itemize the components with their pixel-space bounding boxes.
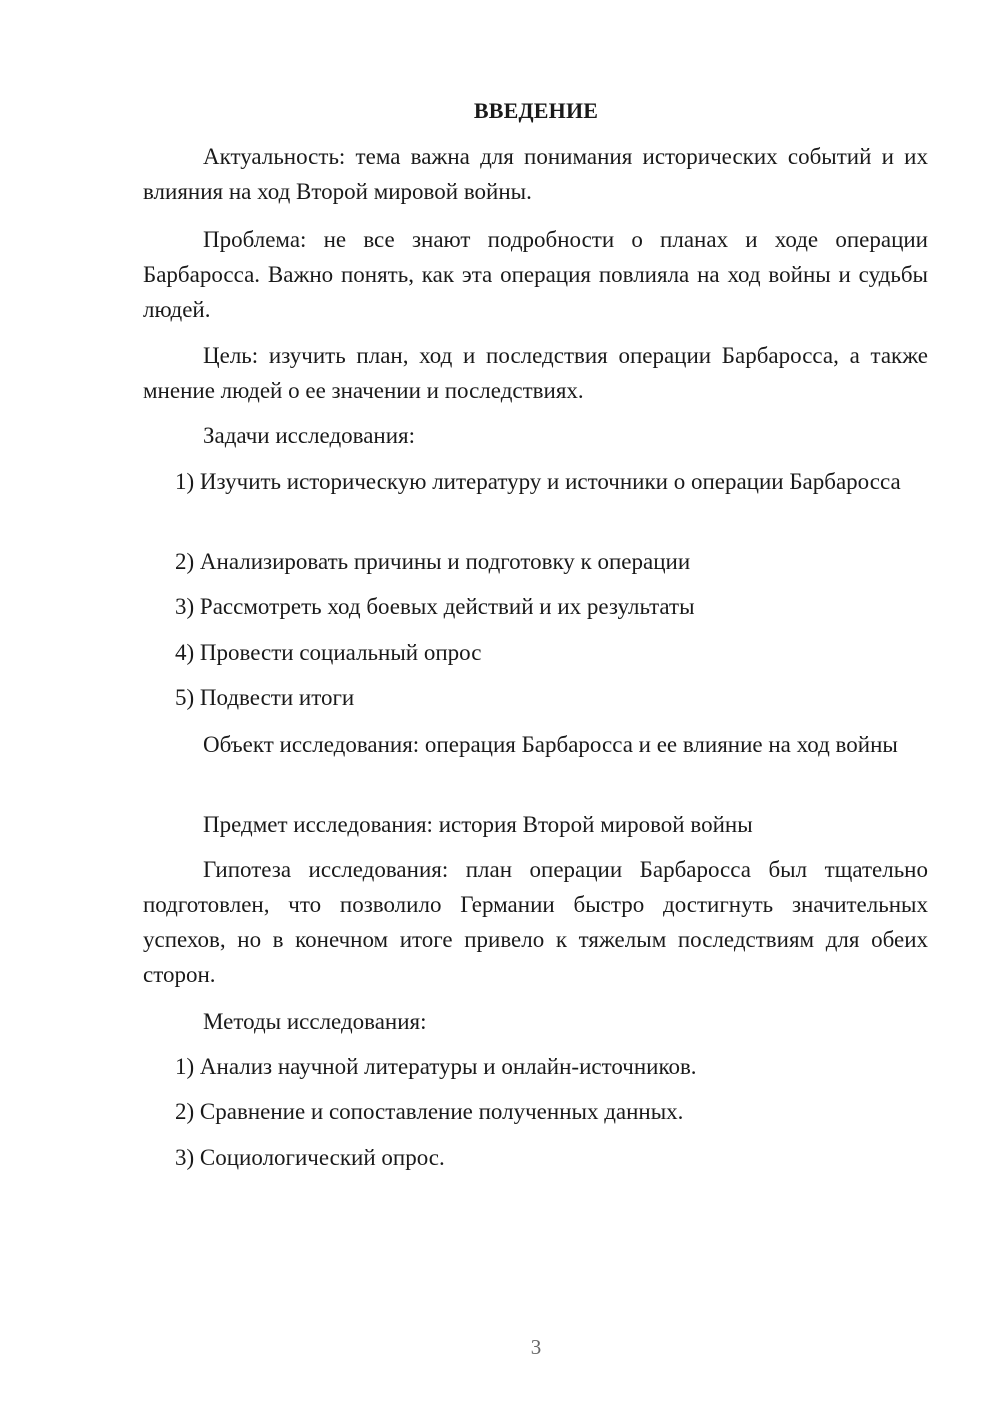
- task-item-5: 5) Подвести итоги: [175, 685, 355, 710]
- method-item-1: 1) Анализ научной литературы и онлайн-источников.: [175, 1054, 697, 1079]
- relevance-paragraph: Актуальность: тема важна для понимания исторических событий и их влияния на ход Второй мировой войны.: [143, 144, 928, 204]
- subject-paragraph: Предмет исследования: история Второй мировой войны: [203, 812, 753, 837]
- method-item-2: 2) Сравнение и сопоставление полученных данных.: [175, 1099, 684, 1124]
- tasks-title: Задачи исследования:: [203, 423, 416, 448]
- page-number: 3: [530, 1335, 542, 1359]
- task-item-3: 3) Рассмотреть ход боевых действий и их результаты: [175, 594, 695, 619]
- object-paragraph: Объект исследования: операция Барбаросса и ее влияние на ход войны: [203, 732, 898, 757]
- methods-title: Методы исследования:: [203, 1009, 427, 1034]
- hypothesis-paragraph: Гипотеза исследования: план операции Барбаросса был тщательно подготовлен, что позволило Германии быстро достигнуть значительных успехов, но в конечном итоге привело к тяжелым последствиям для обеих сторон.: [143, 857, 928, 987]
- task-item-1: 1) Изучить историческую литературу и источники о операции Барбаросса: [175, 469, 901, 494]
- task-item-2: 2) Анализировать причины и подготовку к операции: [175, 549, 691, 574]
- task-item-4: 4) Провести социальный опрос: [175, 640, 482, 665]
- problem-paragraph: Проблема: не все знают подробности о планах и ходе операции Барбаросса. Важно понять, как эта операция повлияла на ход войны и судьбы людей.: [143, 227, 928, 322]
- page-title: ВВЕДЕНИЕ: [473, 98, 599, 123]
- goal-paragraph: Цель: изучить план, ход и последствия операции Барбаросса, а также мнение людей о ее значении и последствиях.: [143, 343, 928, 403]
- method-item-3: 3) Социологический опрос.: [175, 1145, 445, 1170]
